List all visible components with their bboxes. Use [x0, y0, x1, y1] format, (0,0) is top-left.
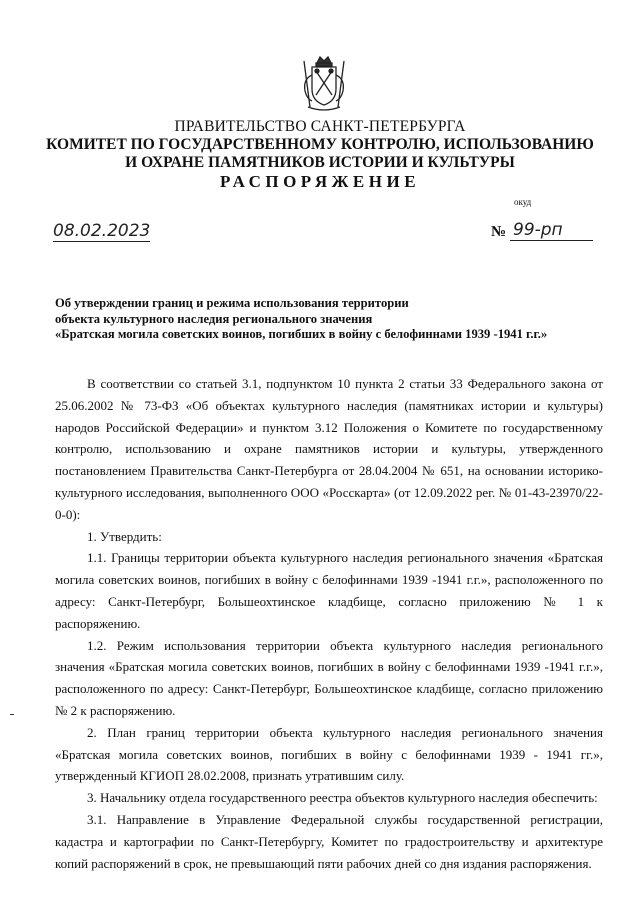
subject-line: Об утверждении границ и режима использования территории	[55, 296, 409, 310]
clause-3: 3. Начальнику отдела государственного реестра объектов культурного наследия обеспечить:	[87, 790, 598, 806]
clause-1: 1. Утвердить:	[87, 528, 162, 544]
margin-mark	[10, 714, 14, 715]
order-body	[55, 373, 603, 874]
clause-2: 2. План границ территории объекта культурного наследия регионального значения «Братская могила советских воинов, погибших в войну с белофиннами 1939 - 1941 гг.», утвержденный КГИОП 28.02.2008, признать утратившим силу.	[55, 724, 603, 784]
coat-of-arms-icon	[300, 55, 348, 113]
subject-line: «Братская могила советских воинов, погибших в войну с белофиннами 1939 -1941 г.г.»	[55, 327, 548, 341]
clause-1-1: 1.1. Границы территории объекта культурного наследия регионального значения «Братская могила советских воинов, погибших в войну с белофиннами 1939 -1941 г.г.», расположенного по адресу: Санкт-Петербург, Большеохтинское кладбище, согласно приложению № 1 к распоряжению.	[55, 550, 603, 631]
government-name: ПРАВИТЕЛЬСТВО САНКТ-ПЕТЕРБУРГА	[174, 118, 466, 135]
order-subject	[55, 296, 547, 343]
order-date: 08.02.2023	[53, 221, 151, 241]
preamble-paragraph: В соответствии со статьей 3.1, подпунктом 10 пункта 2 статьи 33 Федерального закона от 25.06.2002 № 73-ФЗ «Об объектах культурного наследия (памятниках истории и культуры) народов Российской Федерации» и пунктом 3.12 Положения о Комитете по государственному контролю, использованию и охране памятников истории и культуры, утвержденного постановлением Правительства Санкт-Петербурга от 28.04.2004 № 651, на основании историко-культурного исследования, выполненного ООО «Росскарта» (от 12.09.2022 рег. № 01-43-23970/22-0-0):	[55, 376, 603, 522]
number-label: №	[491, 224, 507, 240]
order-number: 99-рп	[510, 220, 593, 241]
committee-line: КОМИТЕТ ПО ГОСУДАРСТВЕННОМУ КОНТРОЛЮ, ИСПОЛЬЗОВАНИЮ	[46, 136, 594, 153]
clause-3-1: 3.1. Направление в Управление Федеральной службы государственной регистрации, кадастра и картографии по Санкт-Петербургу, Комитет по градостроительству и архитектуре копий распоряжений в срок, не превышающий пяти рабочих дней со дня издания распоряжения.	[55, 811, 603, 871]
document-type: РАСПОРЯЖЕНИЕ	[219, 172, 421, 191]
clause-1-2: 1.2. Режим использования территории объекта культурного наследия регионального значения «Братская могила советских воинов, погибших в войну с белофиннами 1939 -1941 г.г.», расположенного по адресу: Санкт-Петербург, Большеохтинское кладбище, согласно приложению № 2 к распоряжению.	[55, 637, 603, 718]
subject-line: объекта культурного наследия регионального значения	[55, 311, 373, 326]
committee-name	[0, 136, 640, 172]
okud-label: окуд	[514, 197, 532, 207]
committee-line: И ОХРАНЕ ПАМЯТНИКОВ ИСТОРИИ И КУЛЬТУРЫ	[125, 154, 515, 171]
